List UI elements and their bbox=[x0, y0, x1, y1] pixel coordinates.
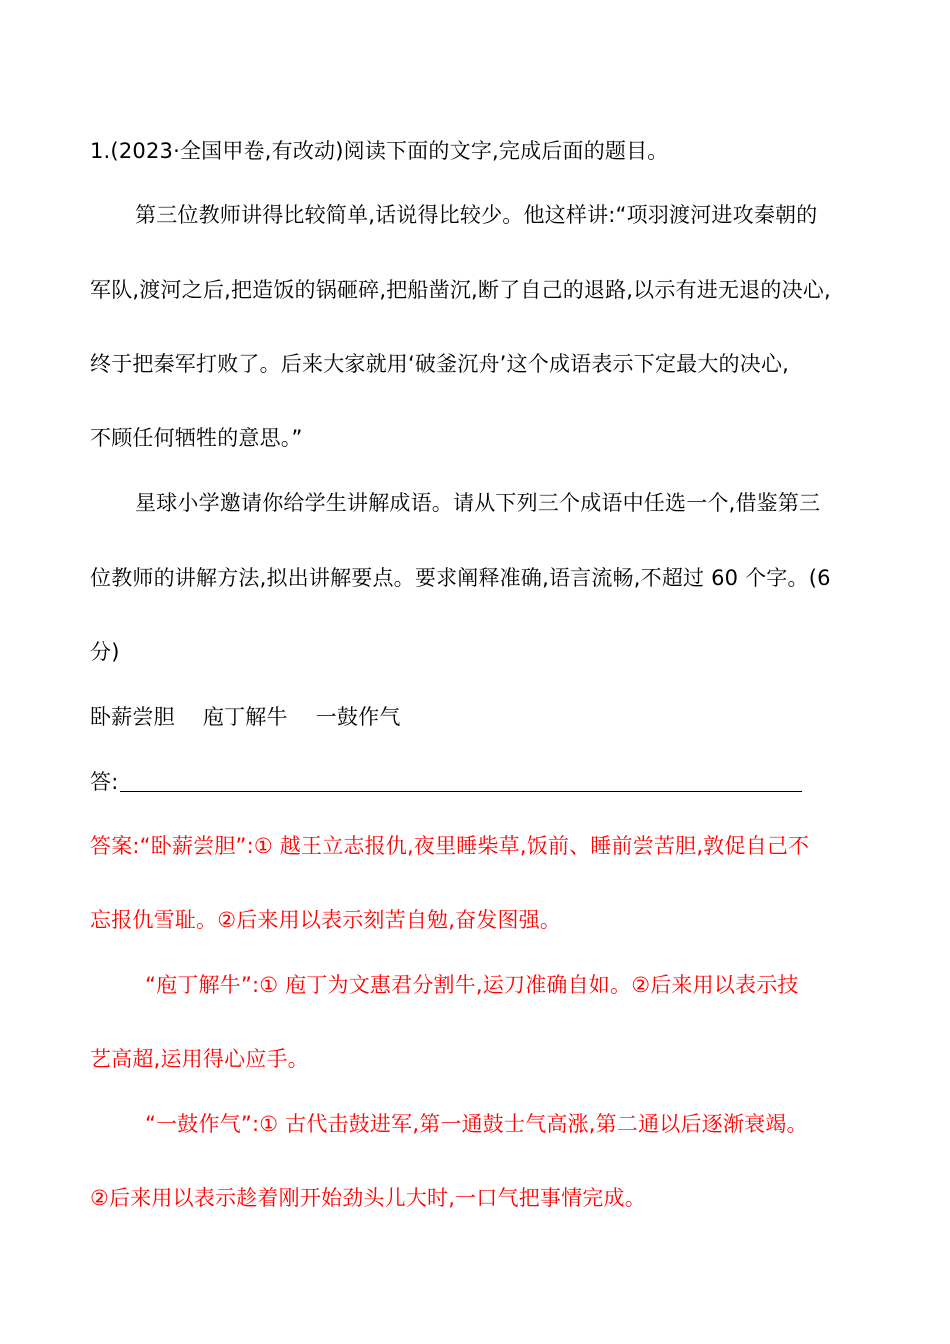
answer-label: 答: bbox=[90, 770, 119, 794]
question-header: 1.(2023·全国甲卷,有改动)阅读下面的文字,完成后面的题目。 bbox=[90, 139, 669, 163]
passage-line: 第三位教师讲得比较简单,话说得比较少。他这样讲:“项羽渡河进攻秦朝的 bbox=[135, 203, 818, 227]
answer-line: 答案:“卧薪尝胆”:① 越王立志报仇,夜里睡柴草,饭前、睡前尝苦胆,敦促自己不 bbox=[90, 834, 810, 858]
task-line: 星球小学邀请你给学生讲解成语。请从下列三个成语中任选一个,借鉴第三 bbox=[135, 491, 821, 515]
task-line: 位教师的讲解方法,拟出讲解要点。要求阐释准确,语言流畅,不超过 60 个字。(6 bbox=[90, 566, 831, 590]
passage-line: 不顾任何牺牲的意思。” bbox=[90, 426, 303, 450]
passage-line: 军队,渡河之后,把造饭的锅砸碎,把船凿沉,断了自己的退路,以示有进无退的决心, bbox=[90, 278, 831, 302]
task-line: 分) bbox=[90, 640, 120, 664]
answer-line: 艺高超,运用得心应手。 bbox=[90, 1047, 309, 1071]
answer-line: “一鼓作气”:① 古代击鼓进军,第一通鼓士气高涨,第二通以后逐渐衰竭。 bbox=[145, 1112, 808, 1136]
answer-line: ②后来用以表示趁着刚开始劲头儿大时,一口气把事情完成。 bbox=[90, 1186, 646, 1210]
answer-line: 忘报仇雪耻。②后来用以表示刻苦自勉,奋发图强。 bbox=[90, 908, 562, 932]
passage-line: 终于把秦军打败了。后来大家就用‘破釜沉舟’这个成语表示下定最大的决心, bbox=[90, 352, 790, 376]
idiom-options: 卧薪尝胆 庖丁解牛 一鼓作气 bbox=[90, 705, 401, 729]
answer-line: “庖丁解牛”:① 庖丁为文惠君分割牛,运刀准确自如。②后来用以表示技 bbox=[145, 973, 799, 997]
answer-blank-line[interactable] bbox=[120, 791, 802, 792]
